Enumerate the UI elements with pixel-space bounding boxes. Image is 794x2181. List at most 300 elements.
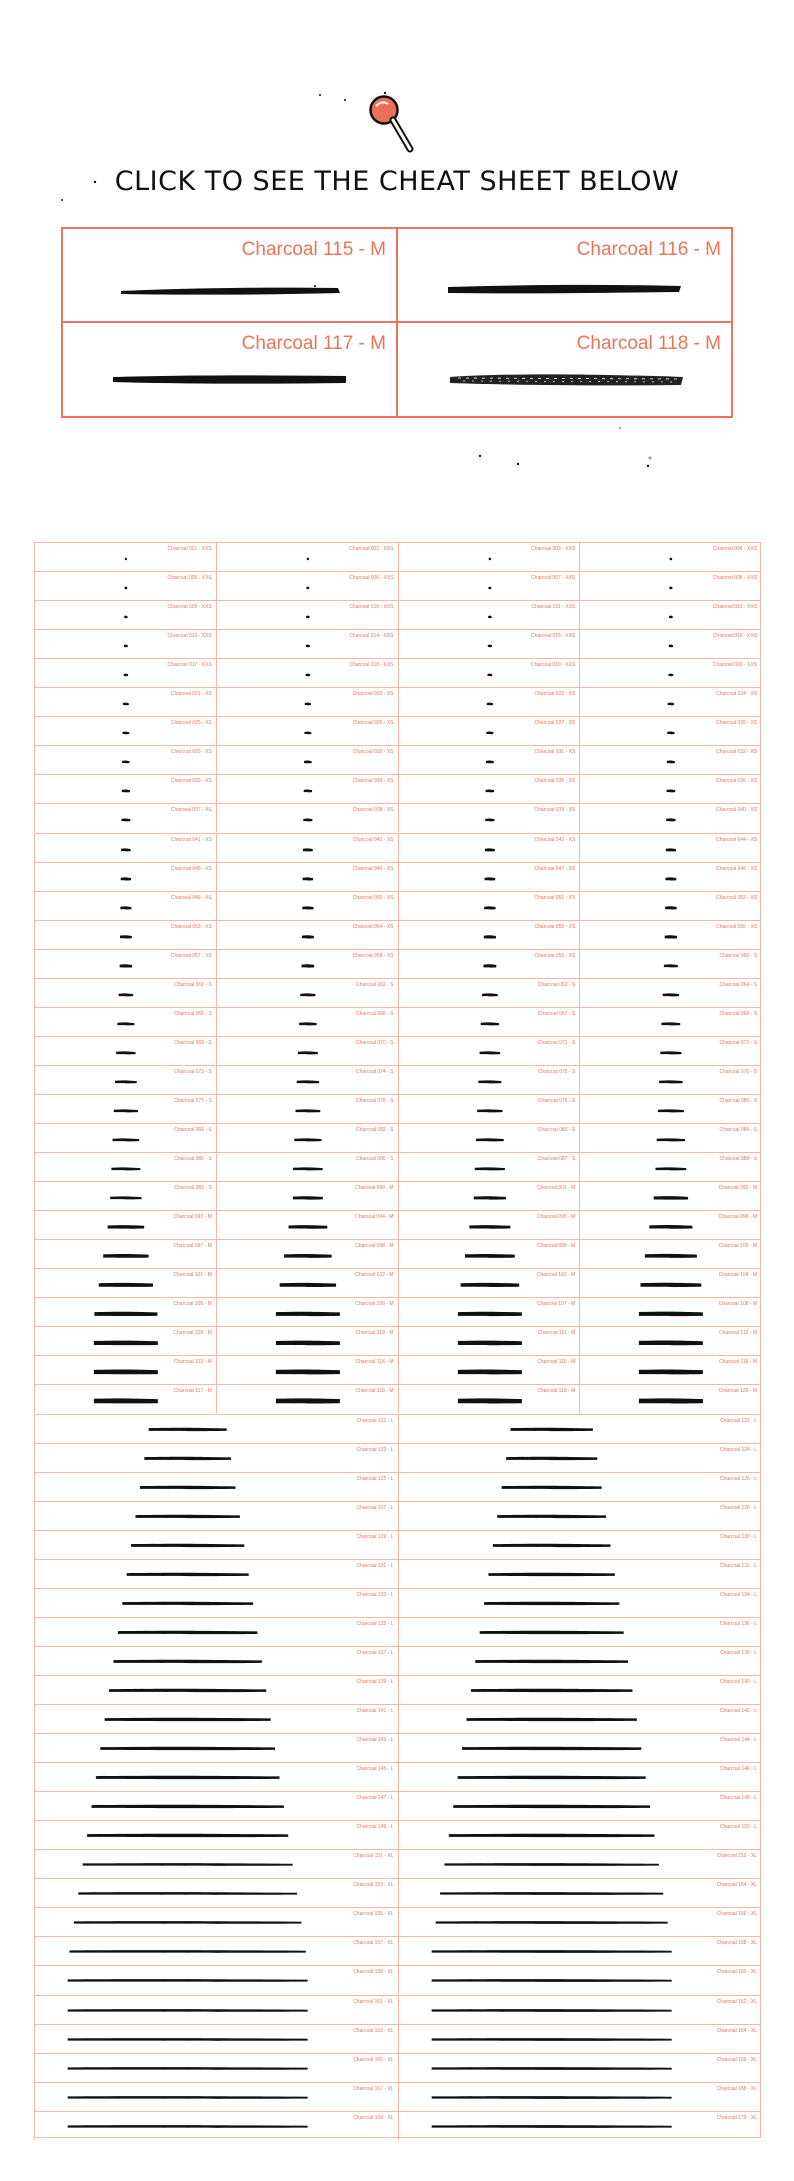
brush-label: Charcoal 135 - L — [356, 1620, 394, 1627]
brush-cell[interactable] — [216, 833, 398, 862]
page-title[interactable]: CLICK TO SEE THE CHEAT SHEET BELOW — [114, 166, 680, 197]
brush-cell[interactable] — [398, 1820, 762, 1849]
brush-stroke — [580, 1385, 762, 1414]
brush-stroke — [217, 1298, 399, 1327]
brush-stroke — [580, 630, 762, 659]
brush-label: Charcoal 153 - XL — [353, 1882, 394, 1889]
brush-cell[interactable] — [398, 1995, 762, 2024]
brush-label: Charcoal 109 - M — [173, 1330, 212, 1337]
brush-cell[interactable] — [34, 1762, 398, 1791]
brush-label: Charcoal 033 - XS — [170, 778, 212, 785]
brush-cell[interactable] — [34, 745, 216, 774]
brush-label: Charcoal 125 - L — [356, 1475, 394, 1482]
brush-cell[interactable] — [216, 1036, 398, 1065]
magnifier-icon[interactable] — [360, 88, 450, 160]
brush-label: Charcoal 133 - L — [356, 1591, 394, 1598]
brush-stroke — [217, 863, 399, 892]
brush-cell[interactable] — [216, 629, 398, 658]
brush-cell[interactable] — [34, 1907, 398, 1936]
brush-stroke — [35, 921, 217, 950]
preview-cell[interactable] — [63, 323, 398, 417]
brush-cell[interactable] — [398, 1791, 762, 1820]
brush-cell[interactable] — [398, 1414, 762, 1443]
brush-cell[interactable] — [579, 1297, 761, 1326]
brush-stroke — [217, 892, 399, 921]
preview-cell[interactable] — [398, 229, 733, 323]
brush-label: Charcoal 024 - XS — [716, 691, 757, 698]
brush-cell[interactable] — [398, 1181, 580, 1210]
brush-cell[interactable] — [398, 1733, 762, 1762]
brush-cell[interactable] — [34, 1791, 398, 1820]
brush-cell[interactable] — [34, 1588, 398, 1617]
brush-cell[interactable] — [579, 803, 761, 832]
brush-cell[interactable] — [34, 571, 216, 600]
brush-cell[interactable] — [216, 1384, 398, 1413]
brush-cell[interactable] — [34, 1181, 216, 1210]
brush-stroke — [35, 1153, 217, 1182]
brush-cell[interactable] — [216, 1268, 398, 1297]
brush-stroke — [580, 1240, 762, 1269]
brush-label: Charcoal 091 - M — [536, 1185, 576, 1192]
brush-cell[interactable] — [34, 1472, 398, 1501]
brush-stroke — [399, 804, 581, 833]
brush-cell[interactable] — [34, 1007, 216, 1036]
brush-cell[interactable] — [398, 1675, 762, 1704]
brush-stroke — [399, 1676, 763, 1705]
brush-label: Charcoal 078 - S — [355, 1097, 394, 1104]
brush-cell[interactable] — [216, 1065, 398, 1094]
brush-stroke — [35, 659, 217, 688]
brush-cell[interactable] — [398, 1007, 580, 1036]
brush-cell[interactable] — [34, 716, 216, 745]
brush-cell[interactable] — [398, 1588, 762, 1617]
brush-cell[interactable] — [579, 862, 761, 891]
brush-label: Charcoal 068 - S — [719, 1010, 757, 1017]
brush-cell[interactable] — [579, 1239, 761, 1268]
brush-stroke — [399, 1734, 763, 1763]
brush-label: Charcoal 156 - XL — [716, 1911, 757, 1918]
brush-stroke — [35, 1356, 217, 1385]
brush-cell[interactable] — [398, 2053, 762, 2082]
brush-stroke — [217, 659, 399, 688]
brush-cell[interactable] — [579, 774, 761, 803]
brush-cell[interactable] — [34, 2024, 398, 2053]
brush-label: Charcoal 023 - XS — [534, 691, 576, 698]
brush-cell[interactable] — [34, 1123, 216, 1152]
brush-cell[interactable] — [579, 1065, 761, 1094]
brush-stroke — [399, 1211, 581, 1240]
brush-cell[interactable] — [34, 1559, 398, 1588]
brush-cell[interactable] — [34, 949, 216, 978]
brush-label: Charcoal 170 - XL — [716, 2114, 757, 2121]
brush-cell[interactable] — [34, 1849, 398, 1878]
brush-cell[interactable] — [34, 1704, 398, 1733]
brush-label: Charcoal 123 - L — [356, 1446, 394, 1453]
brush-stroke — [35, 1037, 217, 1066]
brush-cell[interactable] — [398, 600, 580, 629]
brush-cell[interactable] — [34, 1733, 398, 1762]
brush-label: Charcoal 128 - L — [720, 1504, 757, 1511]
brush-cell[interactable] — [34, 1675, 398, 1704]
brush-cell[interactable] — [398, 803, 580, 832]
brush-cell[interactable] — [34, 1210, 216, 1239]
preview-label: Charcoal 115 - M — [241, 239, 386, 260]
brush-cell[interactable] — [398, 891, 580, 920]
brush-label: Charcoal 065 - S — [174, 1010, 212, 1017]
brush-stroke — [35, 1908, 399, 1937]
brush-label: Charcoal 152 - XL — [716, 1853, 757, 1860]
brush-cell[interactable] — [216, 949, 398, 978]
brush-cell[interactable] — [216, 920, 398, 949]
brush-cell[interactable] — [216, 1007, 398, 1036]
brush-cell[interactable] — [398, 1355, 580, 1384]
brush-cell[interactable] — [398, 1704, 762, 1733]
brush-stroke — [399, 1066, 581, 1095]
brush-cell[interactable] — [216, 891, 398, 920]
brush-cell[interactable] — [216, 1297, 398, 1326]
brush-stroke — [35, 1182, 217, 1211]
brush-stroke — [217, 1211, 399, 1240]
brush-label: Charcoal 141 - L — [356, 1708, 394, 1714]
brush-label: Charcoal 117 - M — [173, 1388, 212, 1395]
brush-label: Charcoal 103 - M — [536, 1272, 576, 1279]
brush-stroke — [217, 717, 399, 746]
brush-cell[interactable] — [398, 1501, 762, 1530]
brush-label: Charcoal 004 - XXS — [712, 546, 757, 552]
brush-label: Charcoal 108 - M — [718, 1301, 757, 1308]
brush-stroke — [399, 775, 581, 804]
brush-cell[interactable] — [398, 716, 580, 745]
brush-label: Charcoal 016 - XXS — [712, 633, 757, 640]
brush-cell[interactable] — [34, 1530, 398, 1559]
brush-cell[interactable] — [579, 1384, 761, 1413]
brush-cell[interactable] — [398, 1849, 762, 1878]
brush-label: Charcoal 164 - XL — [716, 2027, 757, 2034]
brush-label: Charcoal 047 - XS — [534, 865, 576, 872]
brush-cell[interactable] — [579, 1123, 761, 1152]
brush-cell[interactable] — [34, 1152, 216, 1181]
brush-label: Charcoal 168 - XL — [716, 2085, 757, 2092]
brush-cell[interactable] — [216, 1210, 398, 1239]
brush-cell[interactable] — [579, 1007, 761, 1036]
brush-cell[interactable] — [579, 1036, 761, 1065]
brush-cell[interactable] — [34, 1617, 398, 1646]
brush-cell[interactable] — [398, 1617, 762, 1646]
brush-cell[interactable] — [398, 1297, 580, 1326]
brush-cell[interactable] — [579, 629, 761, 658]
brush-cell[interactable] — [579, 920, 761, 949]
brush-label: Charcoal 114 - M — [355, 1359, 394, 1366]
brush-stroke — [399, 1385, 581, 1414]
brush-cell[interactable] — [34, 862, 216, 891]
brush-stroke — [399, 921, 581, 950]
brush-label: Charcoal 019 - XXS — [531, 662, 576, 669]
brush-cell[interactable] — [398, 745, 580, 774]
brush-label: Charcoal 060 - S — [719, 952, 757, 959]
brush-stroke — [35, 630, 217, 659]
brush-cell[interactable] — [34, 658, 216, 687]
brush-cell[interactable] — [398, 1936, 762, 1965]
brush-cell[interactable] — [216, 978, 398, 1007]
brush-cell[interactable] — [579, 1181, 761, 1210]
brush-stroke — [399, 1037, 581, 1066]
brush-cell[interactable] — [398, 571, 580, 600]
brush-cell[interactable] — [579, 833, 761, 862]
brush-cell[interactable] — [579, 1210, 761, 1239]
brush-cell[interactable] — [398, 1210, 580, 1239]
brush-cell[interactable] — [34, 1065, 216, 1094]
brush-stroke — [35, 1966, 399, 1995]
brush-cell[interactable] — [216, 716, 398, 745]
brush-cell[interactable] — [216, 1239, 398, 1268]
brush-cell[interactable] — [34, 920, 216, 949]
brush-cell[interactable] — [398, 2024, 762, 2053]
brush-cell[interactable] — [579, 542, 761, 571]
brush-label: Charcoal 151 - XL — [353, 1853, 394, 1860]
brush-label: Charcoal 132 - L — [720, 1562, 757, 1569]
brush-stroke — [35, 775, 217, 804]
brush-stroke — [35, 1473, 399, 1502]
brush-cell[interactable] — [216, 1094, 398, 1123]
brush-cell[interactable] — [398, 1123, 580, 1152]
brush-stroke — [399, 1821, 763, 1850]
brush-label: Charcoal 088 - S — [719, 1156, 757, 1163]
brush-label: Charcoal 029 - XS — [170, 749, 212, 756]
brush-label: Charcoal 027 - XS — [534, 720, 576, 727]
brush-stroke — [399, 834, 581, 863]
brush-label: Charcoal 015 - XXS — [531, 633, 576, 640]
brush-cell[interactable] — [398, 1065, 580, 1094]
brush-label: Charcoal 129 - L — [356, 1533, 394, 1540]
brush-stroke — [399, 1124, 581, 1153]
brush-label: Charcoal 048 - XS — [716, 865, 757, 872]
brush-cell[interactable] — [398, 862, 580, 891]
brush-cell[interactable] — [398, 1646, 762, 1675]
brush-cell[interactable] — [216, 658, 398, 687]
brush-cell[interactable] — [579, 571, 761, 600]
brush-cell[interactable] — [34, 1268, 216, 1297]
brush-cell[interactable] — [34, 1036, 216, 1065]
brush-cell[interactable] — [34, 1646, 398, 1675]
brush-label: Charcoal 084 - S — [719, 1127, 757, 1133]
brush-cell[interactable] — [398, 629, 580, 658]
brush-cell[interactable] — [398, 687, 580, 716]
brush-label: Charcoal 035 - XS — [534, 778, 576, 785]
brush-cell[interactable] — [398, 920, 580, 949]
brush-stroke — [35, 1124, 217, 1153]
brush-cell[interactable] — [34, 1501, 398, 1530]
brush-cell[interactable] — [34, 1443, 398, 1472]
brush-stroke — [399, 1240, 581, 1269]
brush-cell[interactable] — [34, 2111, 398, 2140]
brush-cell[interactable] — [579, 716, 761, 745]
brush-cell[interactable] — [579, 949, 761, 978]
brush-cell[interactable] — [579, 891, 761, 920]
brush-cell[interactable] — [579, 1326, 761, 1355]
brush-cell[interactable] — [34, 891, 216, 920]
brush-cell[interactable] — [34, 1965, 398, 1994]
brush-label: Charcoal 140 - L — [720, 1678, 757, 1685]
brush-stroke — [580, 1153, 762, 1182]
brush-cell[interactable] — [216, 803, 398, 832]
brush-cell[interactable] — [398, 1907, 762, 1936]
brush-cell[interactable] — [398, 1559, 762, 1588]
brush-cell[interactable] — [216, 687, 398, 716]
brush-stroke — [217, 543, 399, 572]
brush-cell[interactable] — [34, 1414, 398, 1443]
brush-cell[interactable] — [579, 1268, 761, 1297]
brush-stroke — [35, 543, 217, 572]
brush-stroke — [399, 1618, 763, 1647]
brush-stroke — [217, 1124, 399, 1153]
brush-label: Charcoal 021 - XS — [170, 691, 212, 698]
brush-cell[interactable] — [398, 978, 580, 1007]
brush-cell[interactable] — [216, 1123, 398, 1152]
preview-cell[interactable] — [398, 323, 733, 417]
brush-cell[interactable] — [398, 1094, 580, 1123]
brush-cell[interactable] — [398, 1530, 762, 1559]
brush-label: Charcoal 147 - L — [356, 1795, 394, 1802]
brush-cell[interactable] — [34, 1355, 216, 1384]
brush-cell[interactable] — [34, 1297, 216, 1326]
brush-stroke — [580, 834, 762, 863]
brush-stroke — [35, 1647, 399, 1676]
brush-label: Charcoal 056 - XS — [716, 923, 757, 930]
brush-label: Charcoal 131 - L — [356, 1562, 394, 1569]
brush-cell[interactable] — [398, 1384, 580, 1413]
brush-cell[interactable] — [398, 1762, 762, 1791]
brush-cell[interactable] — [579, 745, 761, 774]
brush-label: Charcoal 097 - M — [173, 1243, 212, 1250]
brush-stroke — [399, 1095, 581, 1124]
brush-stroke — [35, 979, 217, 1008]
brush-cell[interactable] — [216, 1152, 398, 1181]
brush-cell[interactable] — [34, 833, 216, 862]
brush-stroke — [35, 688, 217, 717]
brush-stroke — [35, 834, 217, 863]
brush-stroke — [399, 746, 581, 775]
brush-label: Charcoal 013 - XXS — [167, 633, 212, 640]
brush-cell[interactable] — [579, 1094, 761, 1123]
brush-cell[interactable] — [34, 1995, 398, 2024]
brush-label: Charcoal 149 - L — [356, 1824, 394, 1831]
brush-cell[interactable] — [34, 2053, 398, 2082]
brush-stroke — [35, 2083, 399, 2112]
brush-stroke — [35, 1502, 399, 1531]
cheat-sheet[interactable] — [34, 542, 761, 2138]
brush-stroke — [580, 746, 762, 775]
brush-cell[interactable] — [216, 600, 398, 629]
brush-cell[interactable] — [579, 600, 761, 629]
brush-stroke — [35, 1618, 399, 1647]
brush-stroke — [35, 1531, 399, 1560]
brush-stroke — [399, 1327, 581, 1356]
brush-cell[interactable] — [34, 803, 216, 832]
brush-cell[interactable] — [34, 687, 216, 716]
brush-stroke — [399, 892, 581, 921]
brush-label: Charcoal 005 - XXS — [167, 575, 212, 582]
brush-label: Charcoal 064 - S — [719, 981, 757, 988]
brush-cell[interactable] — [216, 1181, 398, 1210]
brush-cell[interactable] — [34, 1820, 398, 1849]
brush-cell[interactable] — [34, 1936, 398, 1965]
brush-cell[interactable] — [579, 687, 761, 716]
brush-cell[interactable] — [216, 571, 398, 600]
brush-cell[interactable] — [579, 978, 761, 1007]
brush-cell[interactable] — [34, 542, 216, 571]
brush-cell[interactable] — [34, 1878, 398, 1907]
brush-cell[interactable] — [398, 1036, 580, 1065]
brush-label: Charcoal 106 - M — [355, 1301, 394, 1308]
brush-cell[interactable] — [34, 774, 216, 803]
brush-stroke — [63, 323, 398, 417]
brush-cell[interactable] — [34, 600, 216, 629]
brush-cell[interactable] — [216, 862, 398, 891]
brush-stroke — [217, 688, 399, 717]
brush-stroke — [580, 1095, 762, 1124]
brush-cell[interactable] — [398, 1152, 580, 1181]
brush-cell[interactable] — [34, 1384, 216, 1413]
brush-label: Charcoal 166 - XL — [716, 2056, 757, 2063]
brush-cell[interactable] — [216, 745, 398, 774]
preview-grid[interactable] — [61, 227, 733, 418]
brush-cell[interactable] — [34, 1239, 216, 1268]
brush-label: Charcoal 113 - M — [173, 1359, 212, 1366]
brush-cell[interactable] — [398, 949, 580, 978]
brush-label: Charcoal 032 - XS — [716, 749, 757, 756]
brush-cell[interactable] — [398, 1965, 762, 1994]
brush-cell[interactable] — [398, 658, 580, 687]
brush-label: Charcoal 093 - M — [173, 1214, 212, 1221]
preview-cell[interactable] — [63, 229, 398, 323]
brush-stroke — [399, 1531, 763, 1560]
brush-cell[interactable] — [398, 2082, 762, 2111]
brush-cell[interactable] — [34, 978, 216, 1007]
brush-cell[interactable] — [216, 542, 398, 571]
brush-cell[interactable] — [34, 629, 216, 658]
brush-stroke — [217, 1269, 399, 1298]
brush-cell[interactable] — [398, 1239, 580, 1268]
brush-cell[interactable] — [398, 1472, 762, 1501]
brush-label: Charcoal 042 - XS — [352, 836, 394, 843]
brush-label: Charcoal 054 - XS — [352, 923, 394, 930]
brush-label: Charcoal 071 - S — [537, 1039, 576, 1046]
brush-cell[interactable] — [398, 774, 580, 803]
brush-cell[interactable] — [216, 1326, 398, 1355]
brush-cell[interactable] — [34, 1326, 216, 1355]
brush-label: Charcoal 025 - XS — [170, 720, 212, 727]
brush-cell[interactable] — [579, 1152, 761, 1181]
brush-cell[interactable] — [34, 2082, 398, 2111]
brush-cell[interactable] — [579, 1355, 761, 1384]
brush-stroke — [580, 688, 762, 717]
brush-cell[interactable] — [216, 1355, 398, 1384]
brush-cell[interactable] — [398, 1268, 580, 1297]
brush-cell[interactable] — [398, 1326, 580, 1355]
brush-cell[interactable] — [579, 658, 761, 687]
brush-cell[interactable] — [34, 1094, 216, 1123]
brush-cell[interactable] — [398, 1443, 762, 1472]
brush-cell[interactable] — [398, 833, 580, 862]
brush-cell[interactable] — [398, 542, 580, 571]
brush-stroke — [580, 863, 762, 892]
brush-cell[interactable] — [216, 774, 398, 803]
brush-stroke — [217, 1095, 399, 1124]
brush-cell[interactable] — [398, 1878, 762, 1907]
brush-cell[interactable] — [398, 2111, 762, 2140]
brush-label: Charcoal 096 - M — [718, 1214, 757, 1221]
brush-stroke — [35, 1705, 399, 1734]
